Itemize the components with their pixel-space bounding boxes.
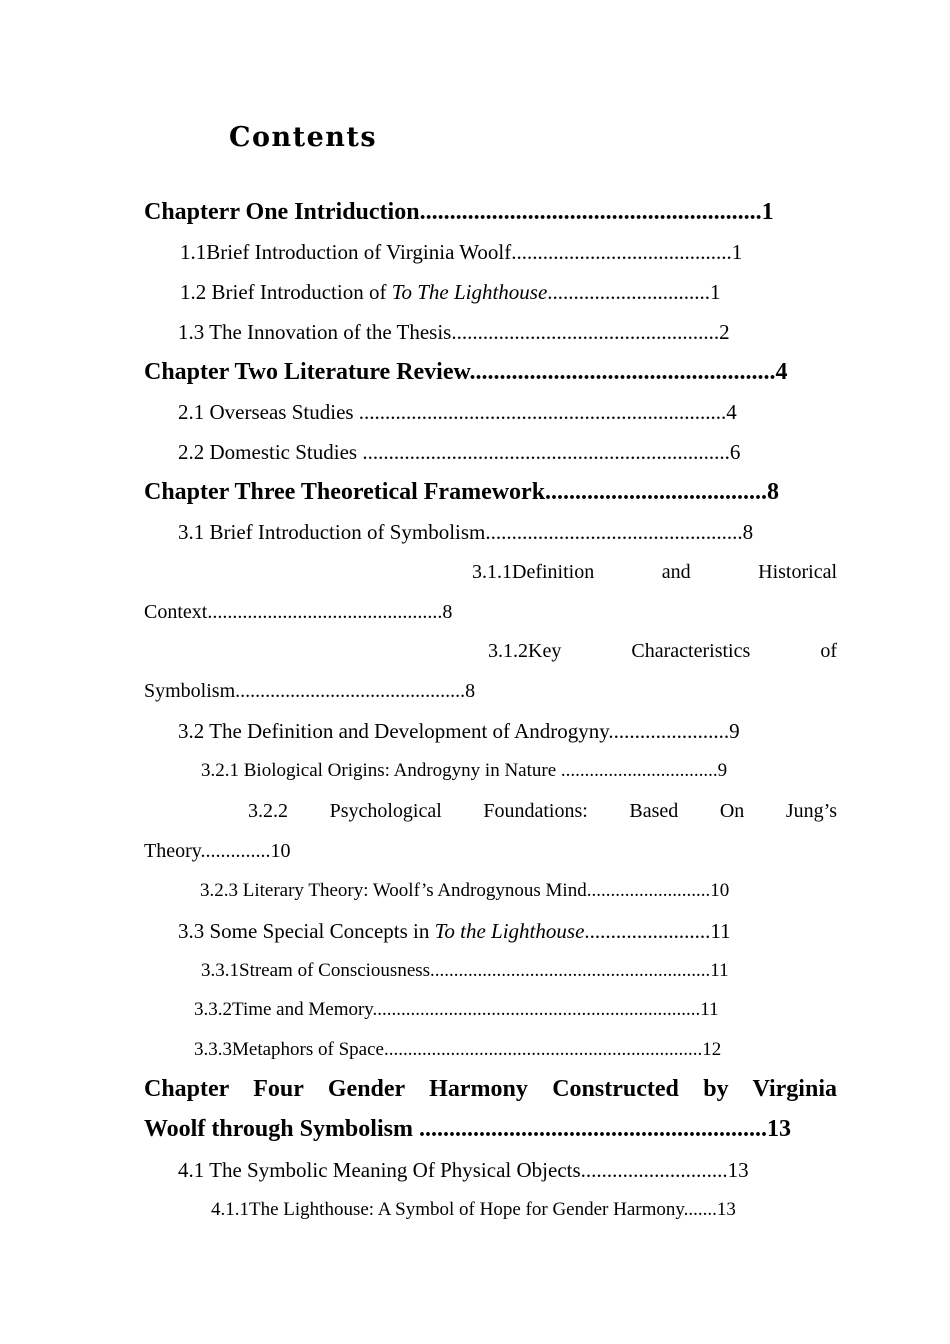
toc-entry-3-1-1-line2[interactable]: Context...............................................8	[144, 601, 453, 623]
toc-entry-4-1[interactable]: 4.1 The Symbolic Meaning Of Physical Objects............................13	[178, 1158, 749, 1182]
toc-entry-3-1-2-line2[interactable]: Symbolism..............................................8	[144, 680, 476, 702]
toc-entry-2-1[interactable]: 2.1 Overseas Studies ......................................................................4	[178, 400, 737, 424]
toc-entry-chapter-four-line2[interactable]: Woolf through Symbolism ..........................................................13	[144, 1116, 791, 1142]
toc-entry-3-2[interactable]: 3.2 The Definition and Development of Androgyny.......................9	[178, 719, 740, 743]
toc-entry-3-3-3[interactable]: 3.3.3Metaphors of Space...................................................................12	[194, 1039, 722, 1060]
toc-entry-3-3-book-title: To the Lighthouse	[434, 919, 585, 943]
toc-entry-3-1[interactable]: 3.1 Brief Introduction of Symbolism.................................................8	[178, 520, 754, 544]
toc-entry-1-2-leader: ...............................1	[547, 280, 721, 304]
page-title: Contents	[229, 122, 378, 153]
toc-entry-3-3-2[interactable]: 3.3.2Time and Memory.....................................................................11	[194, 999, 719, 1020]
toc-entry-3-1-2-line1[interactable]: 3.1.2Key Characteristics of	[488, 640, 837, 662]
toc-entry-3-3-1[interactable]: 3.3.1Stream of Consciousness...........................................................11	[201, 960, 729, 981]
toc-entry-4-1-1[interactable]: 4.1.1The Lighthouse: A Symbol of Hope for Gender Harmony.......13	[211, 1199, 736, 1220]
toc-entry-chapter-two[interactable]: Chapter Two Literature Review...................................................4	[144, 359, 788, 385]
toc-entry-3-2-1[interactable]: 3.2.1 Biological Origins: Androgyny in Nature .................................9	[201, 760, 728, 781]
toc-entry-1-2-text: 1.2 Brief Introduction of	[180, 280, 392, 304]
toc-entry-1-2-book-title: To The Lighthouse	[391, 280, 548, 304]
toc-entry-3-2-3[interactable]: 3.2.3 Literary Theory: Woolf’s Androgynous Mind..........................10	[200, 880, 730, 901]
toc-entry-3-1-1-line1[interactable]: 3.1.1Definition and Historical	[472, 561, 837, 583]
toc-entry-3-3-leader: ........................11	[584, 919, 731, 943]
toc-entry-1-1[interactable]: 1.1Brief Introduction of Virginia Woolf..........................................1	[180, 240, 743, 264]
toc-entry-1-3[interactable]: 1.3 The Innovation of the Thesis...................................................2	[178, 320, 730, 344]
toc-entry-chapter-one[interactable]: Chapterr One Intriduction.........................................................1	[144, 199, 774, 225]
toc-entry-chapter-three[interactable]: Chapter Three Theoretical Framework.....................................8	[144, 479, 780, 505]
toc-entry-3-3-text: 3.3 Some Special Concepts in	[178, 919, 435, 943]
toc-entry-3-3[interactable]	[178, 918, 837, 946]
toc-entry-3-2-2-line2[interactable]: Theory..............10	[144, 840, 291, 862]
toc-entry-chapter-four-line1[interactable]: Chapter Four Gender Harmony Constructed by Virginia	[144, 1076, 837, 1102]
toc-entry-3-2-2-line1[interactable]: 3.2.2 Psychological Foundations: Based On Jung’s	[248, 800, 837, 822]
toc-entry-2-2[interactable]: 2.2 Domestic Studies ......................................................................6	[178, 440, 741, 464]
toc-entry-1-2[interactable]	[180, 279, 837, 307]
